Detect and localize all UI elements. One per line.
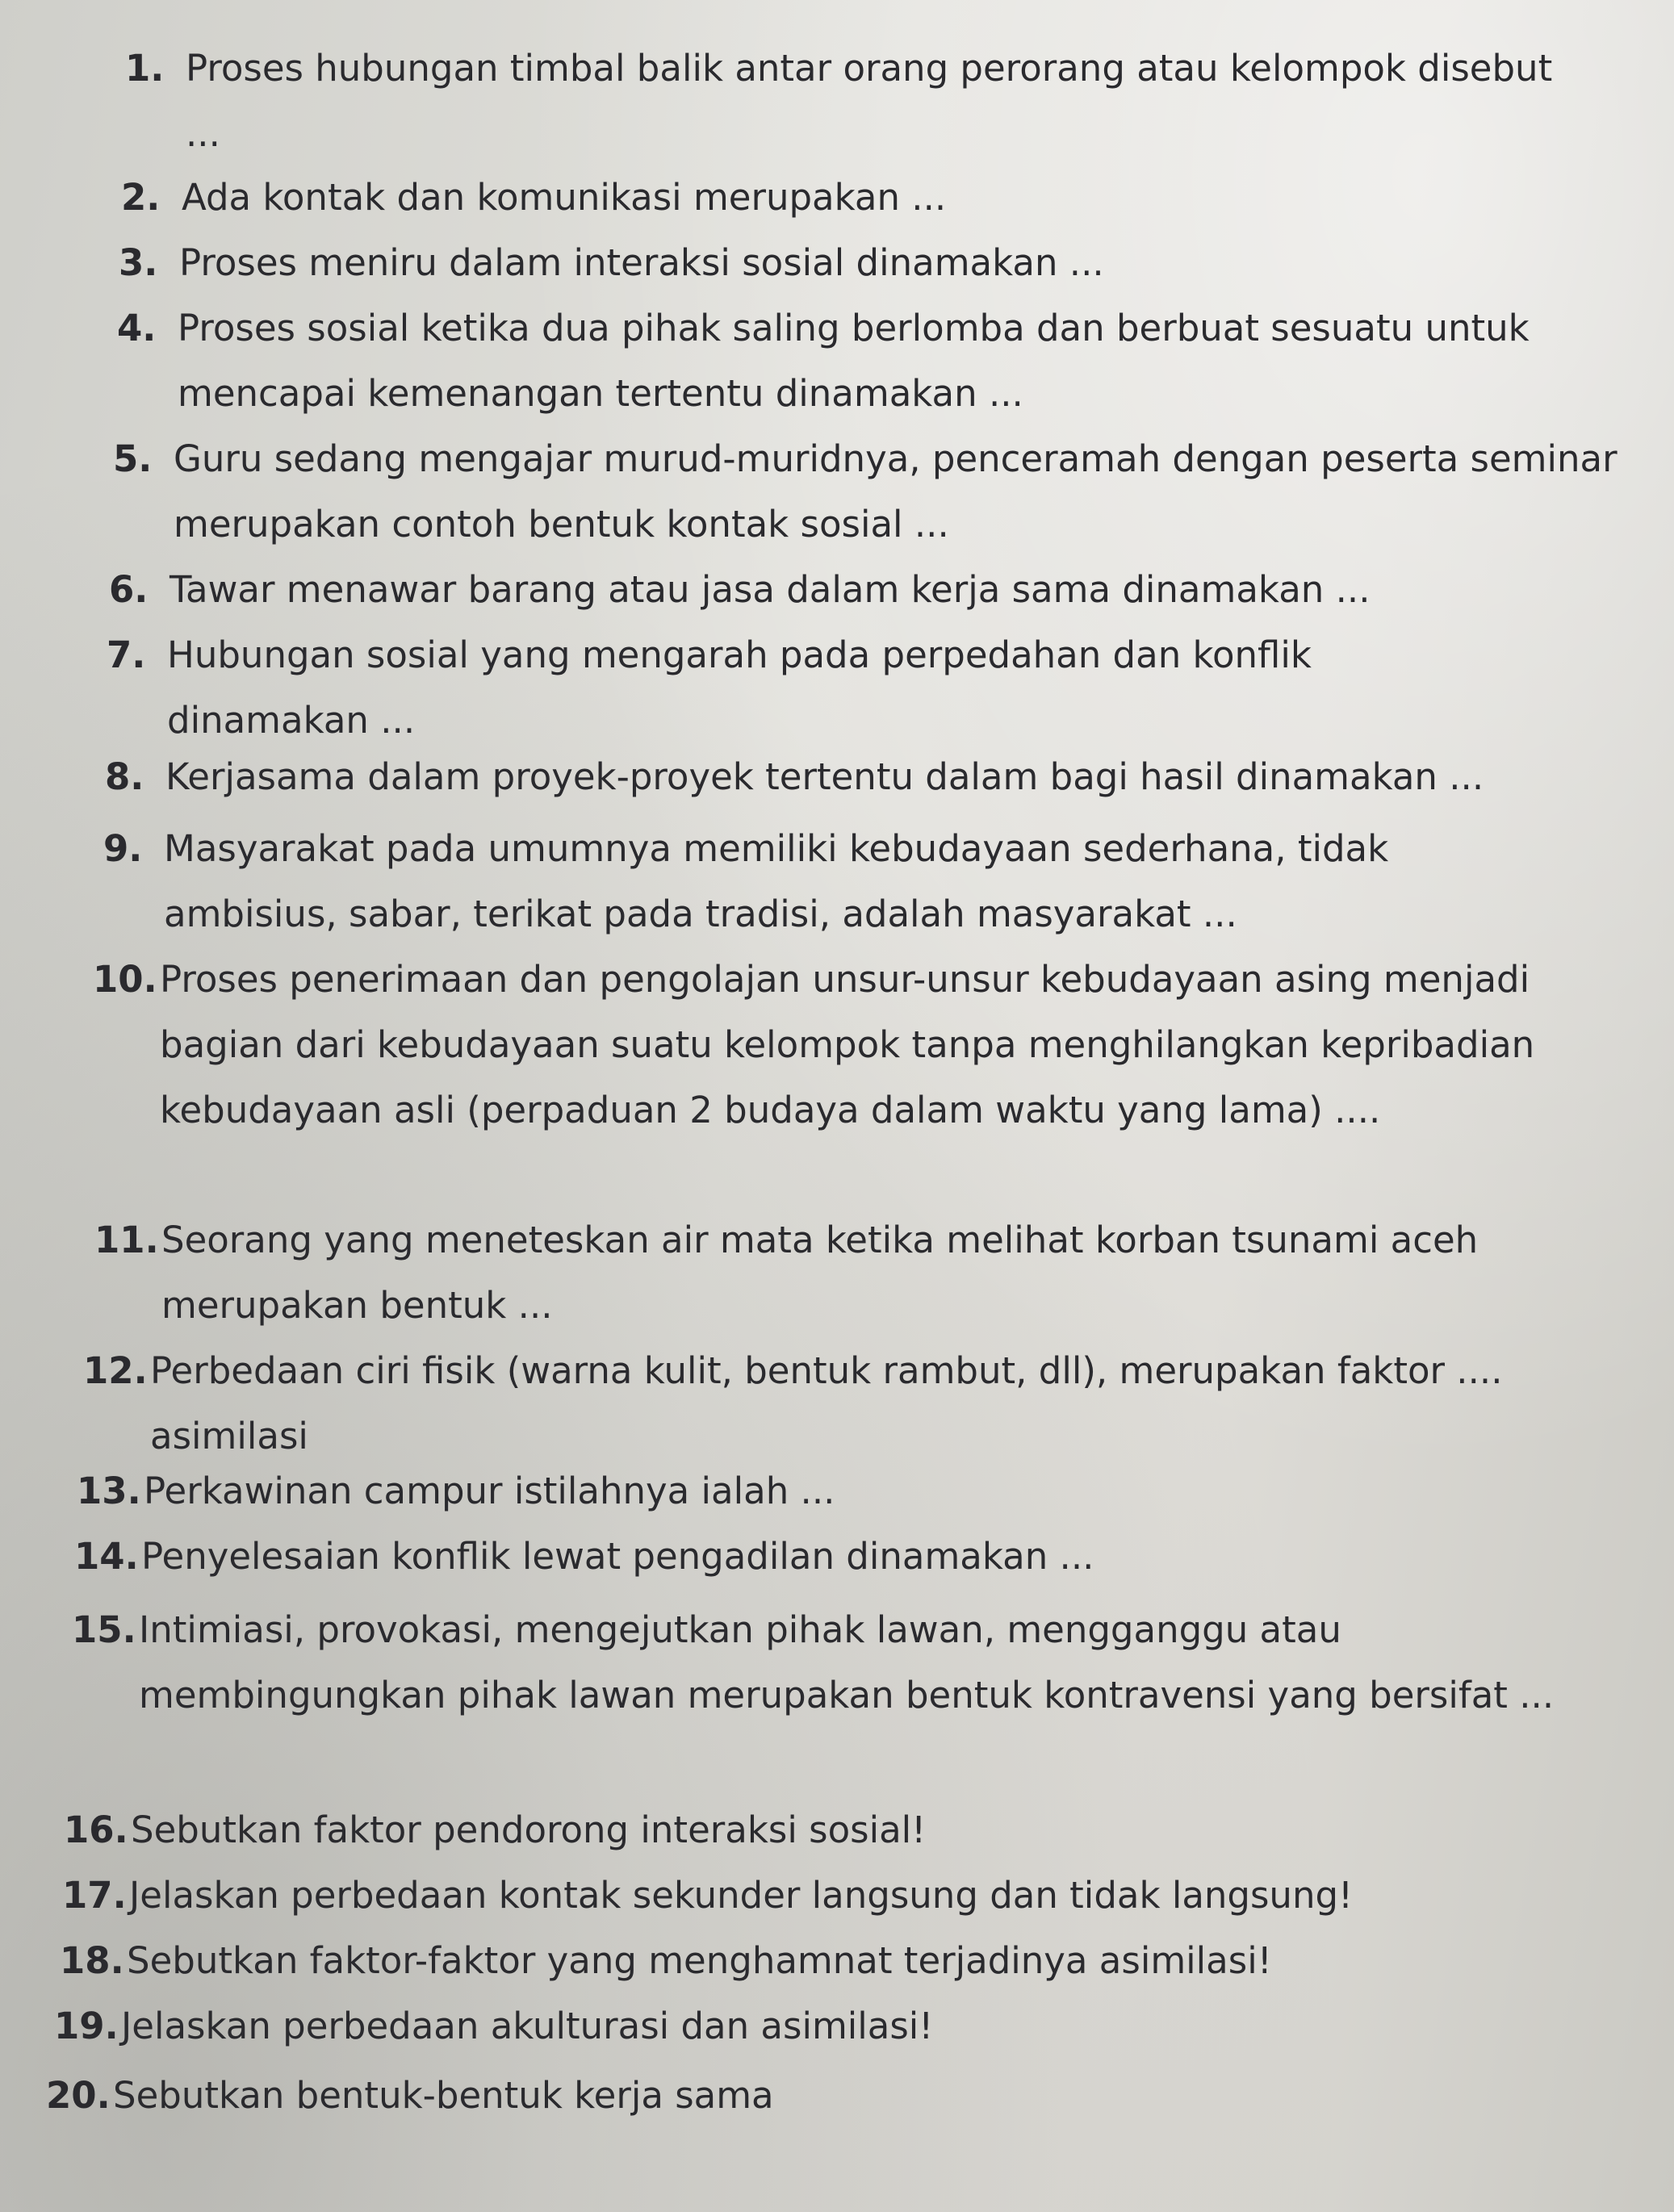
question-number: 11.: [94, 1219, 159, 1261]
question-item: [62, 1863, 1622, 1928]
question-number: 16.: [64, 1808, 128, 1851]
question-item: [46, 2063, 1485, 2128]
question-text: Jelaskan perbedaan kontak sekunder langsung dan tidak langsung!: [129, 1874, 1354, 1917]
question-item: [113, 426, 1618, 557]
question-number: 13.: [77, 1470, 141, 1512]
question-number: 5.: [113, 437, 153, 480]
question-text: Kerjasama dalam proyek-proyek tertentu dalam bagi hasil dinamakan ...: [165, 755, 1484, 798]
question-item: [60, 1928, 1620, 1993]
question-text: Sebutkan faktor-faktor yang menghamnat terjadinya asimilasi!: [127, 1939, 1272, 1982]
question-item: [107, 622, 1458, 753]
question-number: 3.: [119, 241, 158, 284]
question-item: [121, 165, 1594, 230]
question-text: Jelaskan perbedaan akulturasi dan asimilasi!: [121, 2005, 934, 2047]
question-number: 17.: [62, 1874, 127, 1917]
question-number: 14.: [74, 1535, 139, 1578]
question-item: [72, 1597, 1576, 1728]
question-item: [74, 1524, 1513, 1589]
question-item: [54, 1993, 1493, 2059]
question-item: [64, 1797, 1600, 1863]
question-item: [117, 295, 1566, 426]
question-text: Sebutkan bentuk-bentuk kerja sama: [113, 2074, 774, 2117]
question-number: 12.: [83, 1349, 148, 1392]
question-number: 1.: [125, 47, 165, 90]
question-item: [105, 744, 1651, 809]
question-text: Ada kontak dan komunikasi merupakan ...: [182, 176, 947, 219]
question-item: [125, 36, 1558, 166]
question-item: [109, 557, 1622, 622]
question-item: [94, 1207, 1647, 1338]
question-text: Guru sedang mengajar murud-muridnya, penceramah dengan peserta seminar merupakan contoh bentuk kontak sosial ...: [174, 437, 1618, 546]
question-number: 6.: [109, 568, 149, 611]
question-number: 9.: [103, 827, 143, 870]
question-text: Proses hubungan timbal balik antar orang perorang atau kelompok disebut ...: [186, 47, 1553, 155]
question-number: 8.: [105, 755, 144, 798]
question-text: Masyarakat pada umumnya memiliki kebudayaan sederhana, tidak ambisius, sabar, terikat pada tradisi, adalah masyarakat ...: [164, 827, 1389, 935]
question-number: 4.: [117, 307, 157, 349]
question-item: [103, 816, 1552, 947]
question-text: Perbedaan ciri fisik (warna kulit, bentuk rambut, dll), merupakan faktor .... asimilasi: [150, 1349, 1503, 1457]
question-text: Proses meniru dalam interaksi sosial dinamakan ...: [179, 241, 1104, 284]
question-text: Penyelesaian konflik lewat pengadilan dinamakan ...: [141, 1535, 1094, 1578]
question-item: [93, 947, 1637, 1143]
question-text: Hubungan sosial yang mengarah pada perpedahan dan konflik dinamakan ...: [167, 633, 1312, 742]
question-text: Tawar menawar barang atau jasa dalam kerja sama dinamakan ...: [169, 568, 1371, 611]
question-item: [77, 1458, 1516, 1524]
question-number: 10.: [93, 958, 157, 1001]
question-number: 19.: [54, 2005, 119, 2047]
question-number: 7.: [107, 633, 146, 676]
question-number: 18.: [60, 1939, 124, 1982]
question-text: Intimiasi, provokasi, mengejutkan pihak lawan, mengganggu atau membingungkan pihak lawan merupakan bentuk kontravensi yang bersifat ...: [139, 1608, 1555, 1716]
question-number: 15.: [72, 1608, 136, 1651]
question-text: Sebutkan faktor pendorong interaksi sosial!: [131, 1808, 927, 1851]
question-number: 2.: [121, 176, 161, 219]
question-text: Proses sosial ketika dua pihak saling berlomba dan berbuat sesuatu untuk mencapai kemenangan tertentu dinamakan ...: [178, 307, 1530, 415]
question-text: Seorang yang meneteskan air mata ketika melihat korban tsunami aceh merupakan bentuk ...: [161, 1219, 1479, 1327]
question-text: Proses penerimaan dan pengolajan unsur-unsur kebudayaan asing menjadi bagian dari kebudayaan suatu kelompok tanpa menghilangkan kepribadian kebudayaan asli (perpaduan 2 budaya dalam waktu yang lama) ....: [160, 958, 1535, 1131]
question-item: [83, 1338, 1651, 1469]
question-item: [119, 230, 1592, 295]
question-number: 20.: [46, 2074, 111, 2117]
question-text: Perkawinan campur istilahnya ialah ...: [144, 1470, 835, 1512]
